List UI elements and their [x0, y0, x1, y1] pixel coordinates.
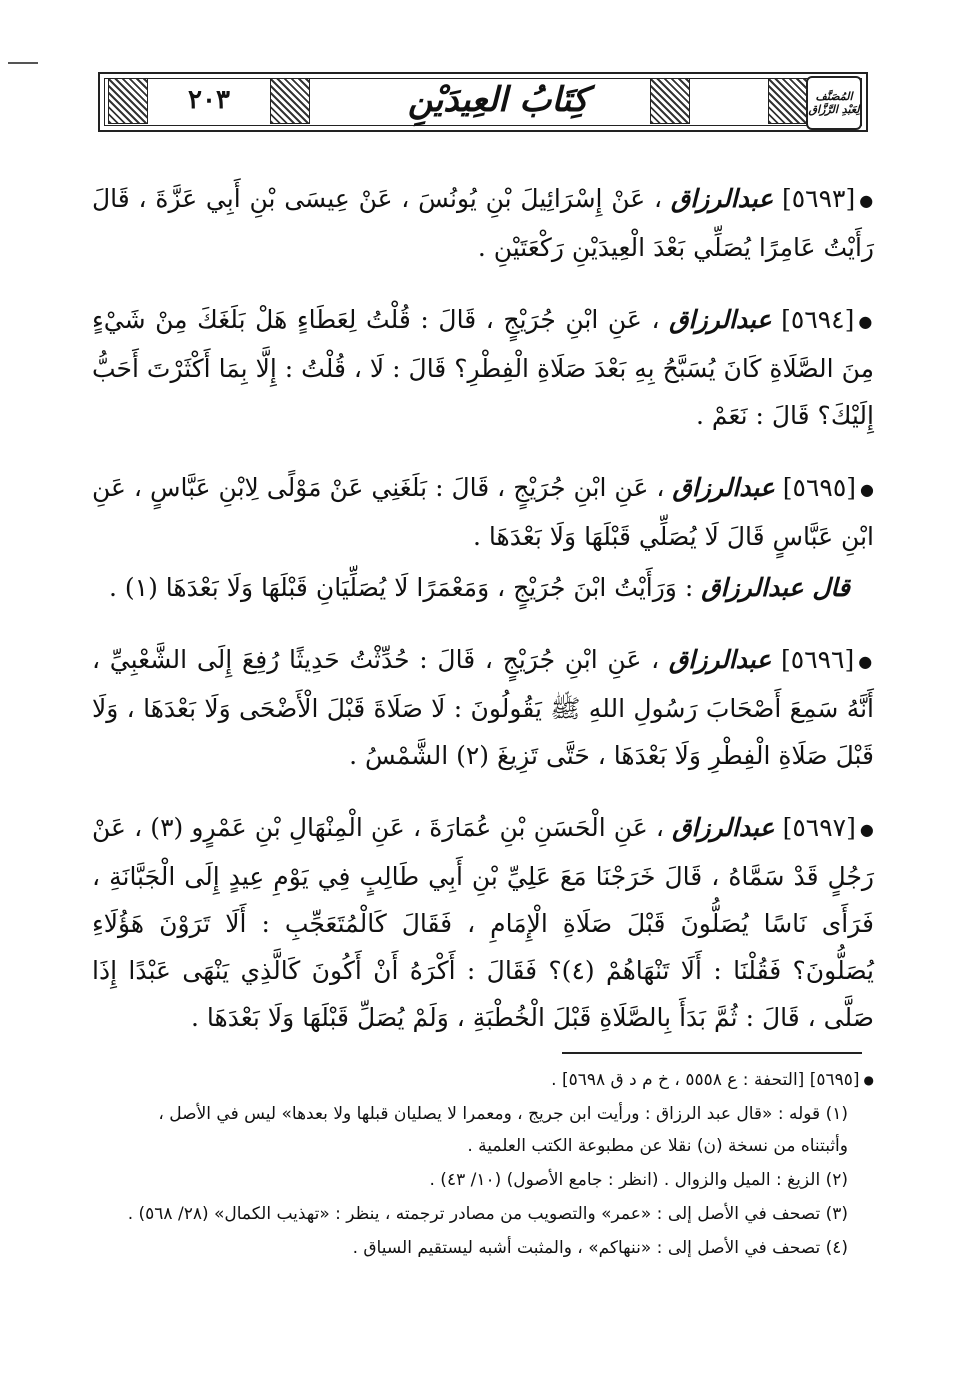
- hadith-author: عبدالرزاق: [668, 645, 772, 674]
- footnote-1: (١) قوله : «قال عبد الرزاق : ورأيت ابن جريج ، ومعمرا لا يصليان قبلها ولا بعدها» ليس في الأصل ،: [158, 1104, 848, 1124]
- takhrij-note: [92, 1064, 874, 1096]
- hadith-author: عبدالرزاق: [669, 305, 772, 334]
- comment-text: : وَرَأَيْتُ ابْنَ جُرَيْجٍ ، وَمَعْمَرًا لَا يُصَلِّيَانِ قَبْلَهَا وَلَا بَعْدَهَا (١) .: [109, 573, 694, 602]
- scan-margin-mark: [8, 62, 38, 64]
- hadith-number: [٥٦٩٣]: [781, 184, 856, 213]
- footnotes: [92, 1062, 874, 1266]
- hadith-text: ، عَنِ ابْنِ جُرَيْجٍ ، قَالَ : قُلْتُ لِعَطَاءٍ هَلْ بَلَغَكَ مِنْ شَيْءٍ مِنَ الصَّلَاةِ كَانَ يُسَبَّحُ بِهِ بَعْدَ صَلَاةِ الْفِطْرِ؟ قَالَ : لَا ، قُلْتُ : إِلَّا بِمَا أَكْثَرْتَ أَحَبُّ إِلَيْكَ؟ قَالَ : نَعَمْ .: [92, 305, 874, 430]
- comment-author: قال عبدالرزاق: [701, 573, 850, 602]
- hadith-5694: [92, 296, 874, 439]
- hadith-text: ، عَنِ الْحَسَنِ بْنِ عُمَارَةَ ، عَنِ الْمِنْهَالِ بْنِ عَمْرٍو (٣) ، عَنْ رَجُلٍ قَدْ سَمَّاهُ ، قَالَ خَرَجْنَا مَعَ عَلِيِّ بْنِ أَبِي طَالِبٍ فِي يَوْمِ عِيدٍ إِلَى الْجَبَّانَةِ ، فَرَأَى نَاسًا يُصَلُّونَ قَبْلَ صَلَاةِ الْإِمَامِ ، فَقَالَ كَالْمُتَعَجِّبِ : أَلَا تَرَوْنَ هَؤُلَاءِ يُصَلُّونَ؟ فَقُلْنَا : أَلَا تَنْهَاهُمْ (٤)؟ فَقَالَ : أَكْرَهُ أَنْ أَكُونَ كَالَّذِي يَنْهَى عَبْدًا إِذَا صَلَّى ، قَالَ : ثُمَّ بَدَأَ بِالصَّلَاةِ قَبْلَ الْخُطْبَةِ ، وَلَمْ يُصَلِّ قَبْلَهَا وَلَا بَعْدَهَا .: [92, 813, 874, 1032]
- hadith-author: عبدالرزاق: [670, 184, 774, 213]
- bullet-icon: ●: [859, 191, 874, 210]
- hadith-list: [92, 150, 874, 1055]
- book-title: كِتَابُ العِيدَيْنِ: [407, 80, 589, 120]
- ornament-icon: [768, 78, 808, 124]
- hadith-5693: [92, 175, 874, 271]
- footnote-3: (٣) تصحف في الأصل إلى : «عمر» والتصويب من مصادر ترجمته ، ينظر : «تهذيب الكمال» (٢٨/ ٥٦٨) .: [127, 1204, 848, 1224]
- bullet-icon: ●: [859, 820, 874, 839]
- footnote-1-continued: وأثبتناه من نسخة (ن) نقلا عن مطبوعة الكتب العلمية .: [467, 1136, 848, 1156]
- ornament-icon: [108, 78, 148, 124]
- hadith-number: [٥٦٩٥]: [782, 473, 857, 502]
- hadith-number: [٥٦٩٤]: [781, 305, 855, 334]
- ornament-icon: [650, 78, 690, 124]
- hadith-number: [٥٦٩٧]: [782, 813, 856, 842]
- bullet-icon: ●: [863, 1073, 874, 1087]
- bullet-icon: ●: [858, 652, 874, 671]
- editor-comment: [92, 564, 850, 611]
- hadith-5696: [92, 636, 874, 779]
- bullet-icon: ●: [860, 480, 875, 499]
- hadith-author: عبدالرزاق: [672, 813, 775, 842]
- footnote-4: (٤) تصحف في الأصل إلى : «ننهاكم» ، والمثبت أشبه ليستقيم السياق .: [352, 1238, 848, 1258]
- footnote-2: (٢) الزيغ : الميل والزوال . (انظر : جامع الأصول) (١٠/ ٤٣) .: [429, 1170, 848, 1190]
- hadith-5695: [92, 464, 874, 560]
- hadith-author: عبدالرزاق: [672, 473, 775, 502]
- seal-line: لِعَبْدِ الرَّزَّاق: [808, 103, 860, 116]
- publisher-seal-icon: [806, 76, 862, 130]
- seal-line: المُصَنَّف: [815, 90, 853, 103]
- hadith-text: ، عَنِ ابْنِ جُرَيْجٍ ، قَالَ : حُدِّثْتُ حَدِيثًا رُفِعَ إِلَى الشَّعْبِيِّ ، أَنَّهُ سَمِعَ أَصْحَابَ رَسُولِ اللهِ ﷺ يَقُولُونَ : لَا صَلَاةَ قَبْلَ الْأَضْحَى وَلَا بَعْدَهَا ، وَلَا قَبْلَ صَلَاةِ الْفِطْرِ وَلَا بَعْدَهَا ، حَتَّى تَزِيغَ (٢) الشَّمْسُ .: [92, 645, 874, 770]
- ornament-icon: [270, 78, 310, 124]
- footnote-separator: [562, 1052, 862, 1054]
- hadith-text: ، عَنِ ابْنِ جُرَيْجٍ ، قَالَ : بَلَغَنِي عَنْ مَوْلًى لِابْنِ عَبَّاسٍ ، عَنِ ابْنِ عَبَّاسٍ قَالَ لَا يُصَلِّي قَبْلَهَا وَلَا بَعْدَهَا .: [92, 473, 874, 551]
- page-number: ٢٠٣: [188, 85, 230, 115]
- page-number-box: [150, 80, 268, 120]
- hadith-5697: [92, 804, 874, 1041]
- takhrij-text: [٥٦٩٥] [التحفة : ع ٥٥٥٨ ، خ م د ق ٥٦٩٨] .: [551, 1070, 860, 1090]
- hadith-number: [٥٦٩٦]: [781, 645, 855, 674]
- bullet-icon: ●: [858, 312, 874, 331]
- hadith-text: ، عَنْ إِسْرَائِيلَ بْنِ يُونُسَ ، عَنْ عِيسَى بْنِ أَبِي عَزَّةَ ، قَالَ رَأَيْتُ عَامِرًا يُصَلِّي بَعْدَ الْعِيدَيْنِ رَكْعَتَيْنِ .: [92, 184, 874, 262]
- page-header: [98, 72, 868, 132]
